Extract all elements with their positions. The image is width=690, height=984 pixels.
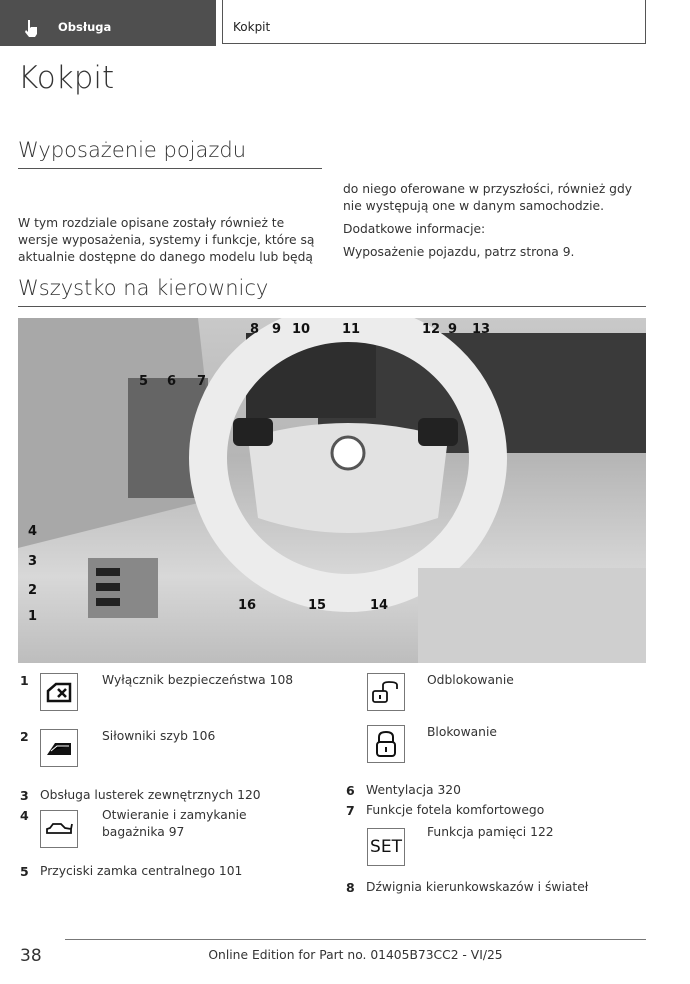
legend-number: 7 bbox=[346, 803, 355, 818]
callout: 6 bbox=[167, 374, 177, 389]
legend-text: Funkcja pamięci 122 bbox=[427, 825, 554, 839]
footer-rule bbox=[65, 939, 646, 940]
cockpit-photo bbox=[18, 318, 646, 663]
equipment-paragraph: Wyposażenie pojazdu, patrz strona 9. bbox=[343, 245, 575, 259]
legend-number: 4 bbox=[20, 808, 29, 823]
legend-text: Blokowanie bbox=[427, 725, 497, 739]
legend-text: Dźwignia kierunkowskazów i świateł bbox=[366, 880, 589, 894]
trunk-icon bbox=[40, 810, 78, 848]
footer-edition: Online Edition for Part no. 01405B73CC2 - VI/25 bbox=[208, 948, 503, 962]
callout: 7 bbox=[197, 374, 207, 389]
callout: 15 bbox=[308, 598, 327, 613]
legend-text: Siłowniki szyb 106 bbox=[102, 729, 216, 743]
callout: 5 bbox=[139, 374, 149, 389]
set-memory-icon bbox=[367, 828, 405, 866]
legend-text: Otwieranie i zamykanie bagażnika 97 bbox=[102, 808, 247, 839]
callout: 1 bbox=[28, 609, 38, 624]
callout: 4 bbox=[28, 524, 38, 539]
page-title: Kokpit bbox=[18, 60, 115, 96]
chapter-box bbox=[222, 0, 646, 44]
steering-wheel-illustration bbox=[18, 318, 646, 663]
callout: 8 bbox=[250, 322, 260, 337]
callout: 14 bbox=[370, 598, 389, 613]
callout: 9 bbox=[272, 322, 282, 337]
legend-text: Wyłącznik bezpieczeństwa 108 bbox=[102, 673, 294, 687]
callout: 3 bbox=[28, 554, 38, 569]
callout: 12 bbox=[422, 322, 441, 337]
set-label: SET bbox=[370, 837, 402, 857]
equipment-columns bbox=[18, 181, 646, 291]
legend-number: 1 bbox=[20, 673, 29, 688]
legend-text: Wentylacja 320 bbox=[366, 783, 461, 797]
section-label: Obsługa bbox=[58, 20, 112, 34]
safety-switch-icon bbox=[40, 673, 78, 711]
legend-number: 5 bbox=[20, 864, 29, 879]
unlock-icon bbox=[367, 673, 405, 711]
divider bbox=[18, 168, 322, 169]
equipment-heading: Wyposażenie pojazdu bbox=[18, 138, 247, 162]
legend-text: Przyciski zamka centralnego 101 bbox=[40, 864, 243, 878]
legend-number: 2 bbox=[20, 729, 29, 744]
section-tab[interactable] bbox=[0, 0, 216, 46]
steering-heading: Wszystko na kierownicy bbox=[18, 276, 269, 300]
callout: 10 bbox=[292, 322, 311, 337]
callout: 13 bbox=[472, 322, 491, 337]
legend-text: Obsługa lusterek zewnętrznych 120 bbox=[40, 788, 261, 802]
hand-pointer-icon bbox=[24, 19, 38, 37]
equipment-paragraph: W tym rozdziale opisane zostały również te wersje wyposażenia, systemy i funkcje, które są aktualnie dostępne do danego modelu lub będą do niego oferowane w przyszłości, również gdy nie występują one w danym samochodzie. bbox=[18, 182, 633, 264]
callout: 9 bbox=[448, 322, 458, 337]
legend-text: Funkcje fotela komfortowego bbox=[366, 803, 545, 817]
legend-number: 3 bbox=[20, 788, 29, 803]
callout: 2 bbox=[28, 583, 38, 598]
legend-number: 8 bbox=[346, 880, 355, 895]
chapter-label: Kokpit bbox=[233, 20, 271, 34]
page-number: 38 bbox=[20, 946, 42, 966]
window-lifter-icon bbox=[40, 729, 78, 767]
legend-number: 6 bbox=[346, 783, 355, 798]
lock-icon bbox=[367, 725, 405, 763]
equipment-paragraph: Dodatkowe informacje: bbox=[343, 222, 486, 236]
legend-text: Odblokowanie bbox=[427, 673, 514, 687]
callout: 16 bbox=[238, 598, 257, 613]
divider bbox=[18, 306, 646, 307]
callout: 11 bbox=[342, 322, 361, 337]
